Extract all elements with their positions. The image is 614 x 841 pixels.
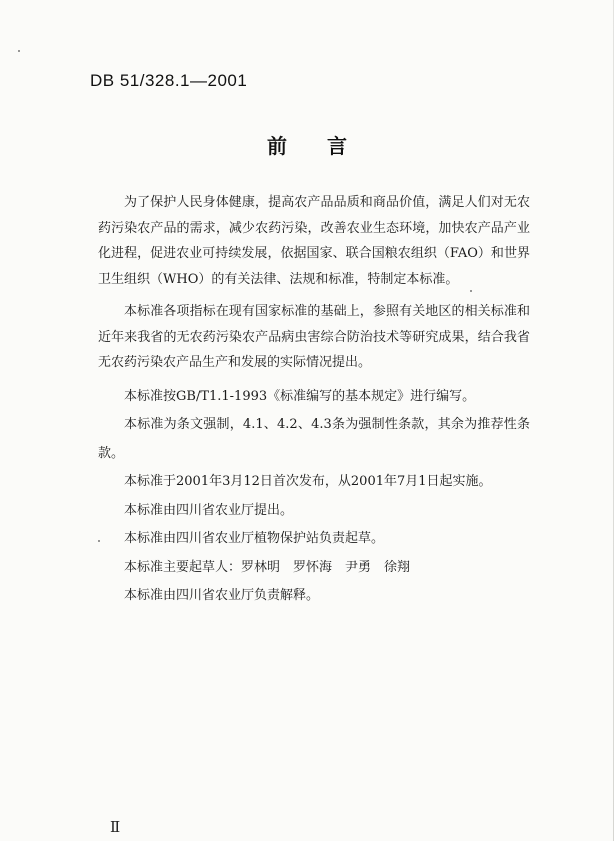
paragraph-mandatory: 本标准为条文强制，4.1、4.2、4.3条为强制性条款，其余为推荐性条款。: [98, 417, 530, 461]
page-title: 前言: [267, 134, 387, 158]
paragraph-proposer: 本标准由四川省农业厅提出。: [124, 502, 294, 518]
paragraph-basis: 本标准各项指标在现有国家标准的基础上，参照有关地区的相关标准和近年来我省的无农药污染农产品病虫害综合防治技术等研究成果，结合我省无农药污染农产品生产和发展的实际情况提出。: [98, 304, 530, 370]
paragraph-drafters: 本标准主要起草人：罗林明 罗怀海 尹勇 徐翔: [124, 559, 411, 575]
paragraph-interpretation: 本标准由四川省农业厅负责解释。: [124, 588, 320, 603]
paragraph-purpose: 为了保护人民身体健康，提高农产品品质和商品价值，满足人们对无农药污染农产品的需求，减少农药污染，改善农业生态环境，加快农产品产业化进程，促进农业可持续发展，依据国家、联合国粮农组织（FAO）和世界卫生组织（WHO）的有关法律、法规和标准，特制定本标准。: [98, 195, 530, 287]
page-number: Ⅱ: [110, 818, 121, 836]
paragraph-dates: 本标准于2001年3月12日首次发布，从2001年7月1日起实施。: [124, 474, 492, 489]
paragraph-format: 本标准按GB/T1.1-1993《标准编写的基本规定》进行编写。: [124, 388, 476, 404]
scan-speck: [18, 50, 20, 52]
standard-code: DB 51/328.1—2001: [90, 71, 248, 90]
foreword-body: [98, 190, 530, 611]
paragraph-drafting-unit: 本标准由四川省农业厅植物保护站负责起草。: [124, 531, 385, 546]
